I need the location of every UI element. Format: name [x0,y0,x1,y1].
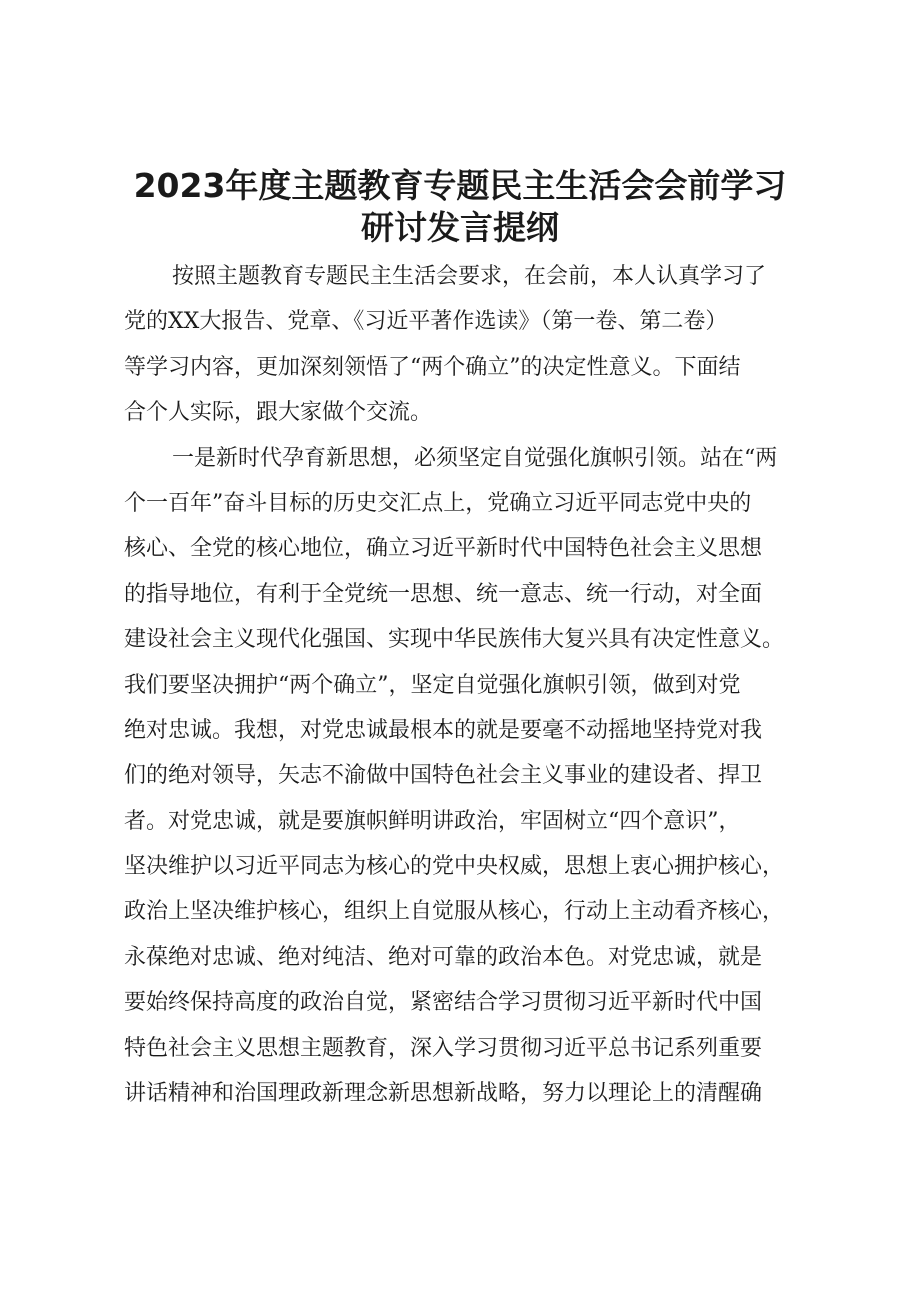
paragraph-2-line: 一是新时代孕育新思想，必须坚定自觉强化旗帜引领。站在“两 [172,445,778,471]
paragraph-2-line: 者。对党忠诚，就是要旗帜鲜明讲政治，牢固树立“四个意识”， [124,808,741,834]
paragraph-1-line: 等学习内容，更加深刻领悟了“两个确立”的决定性意义。下面结 [124,354,741,380]
paragraph-2-line: 绝对忠诚。我想，对党忠诚最根本的就是要毫不动摇地坚持党对我 [124,717,763,743]
paragraph-2-line: 个一百年”奋斗目标的历史交汇点上，党确立习近平同志党中央的 [124,490,752,516]
paragraph-2-line: 坚决维护以习近平同志为核心的党中央权威，思想上衷心拥护核心， [124,854,785,880]
document-title-line-2: 研讨发言提纲 [361,208,559,247]
paragraph-2-line: 们的绝对领导，矢志不渝做中国特色社会主义事业的建设者、捍卫 [124,763,763,789]
paragraph-1-line: 合个人实际，跟大家做个交流。 [124,400,433,426]
paragraph-2-line: 建设社会主义现代化强国、实现中华民族伟大复兴具有决定性意义。 [124,627,785,653]
paragraph-2-line: 特色社会主义思想主题教育，深入学习贯彻习近平总书记系列重要 [124,1035,763,1061]
paragraph-2-line: 讲话精神和治国理政新理念新思想新战略，努力以理论上的清醒确 [124,1081,763,1107]
paragraph-1-line: 党的XX大报告、党章、《习近平著作选读》（第一卷、第二卷） [124,309,728,335]
paragraph-2-line: 的指导地位，有利于全党统一思想、统一意志、统一行动，对全面 [124,581,763,607]
paragraph-2-line: 我们要坚决拥护“两个确立”，坚定自觉强化旗帜引领，做到对党 [124,672,741,698]
document-title-line-1: 2023年度主题教育专题民主生活会会前学习 [133,166,787,205]
paragraph-1-line: 按照主题教育专题民主生活会要求，在会前，本人认真学习了 [172,264,767,289]
paragraph-2-line: 核心、全党的核心地位，确立习近平新时代中国特色社会主义思想 [124,536,763,562]
paragraph-2-line: 永葆绝对忠诚、绝对纯洁、绝对可靠的政治本色。对党忠诚，就是 [124,944,763,970]
paragraph-2-line: 要始终保持高度的政治自觉，紧密结合学习贯彻习近平新时代中国 [124,990,763,1016]
document-body [124,254,814,1116]
paragraph-2-line: 政治上坚决维护核心，组织上自觉服从核心，行动上主动看齐核心， [124,899,785,925]
